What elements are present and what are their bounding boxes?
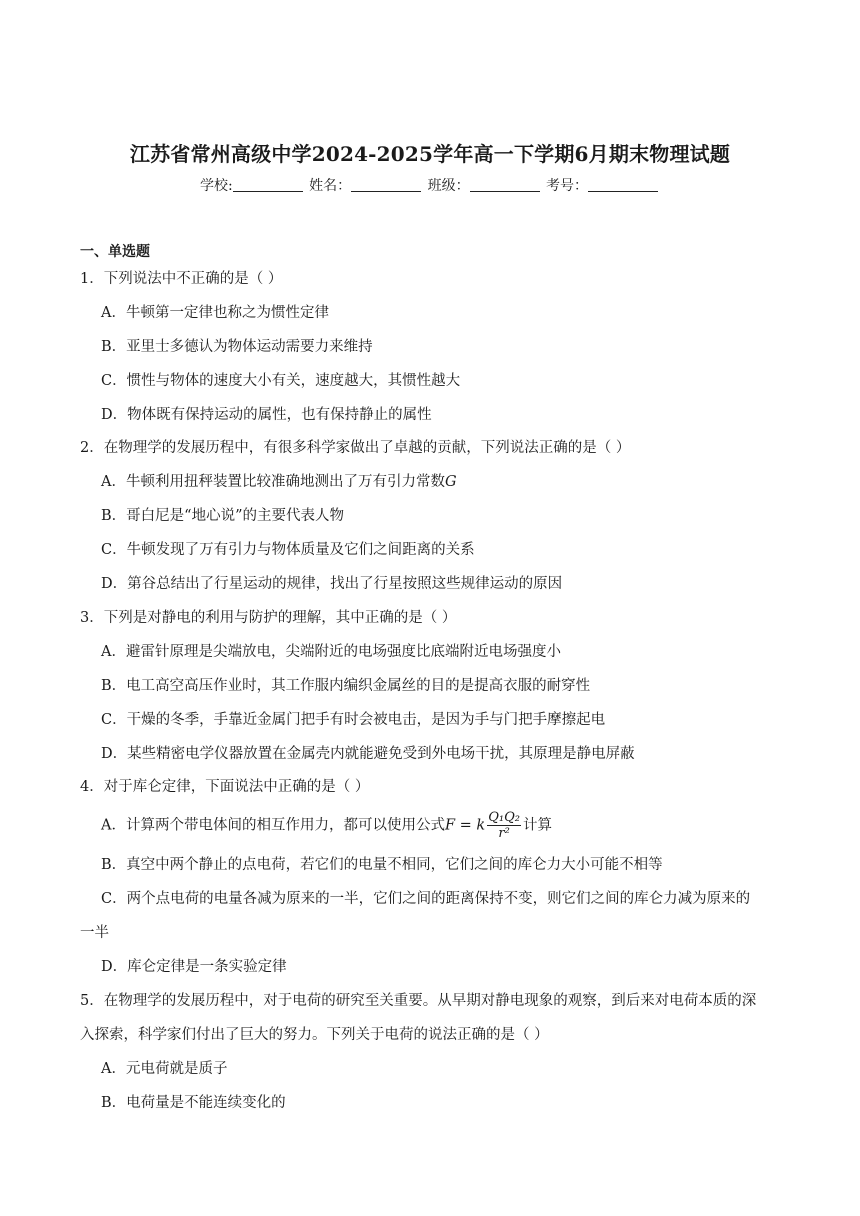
question-5-option-b: B．电荷量是不能连续变化的 [101, 1095, 286, 1111]
question-4-option-d: D．库仑定律是一条实验定律 [101, 959, 287, 975]
question-2-option-a [101, 472, 457, 492]
question-4-option-c: C．两个点电荷的电量各减为原来的一半，它们之间的距离保持不变，则它们之间的库仑力减为原来的 [101, 891, 751, 907]
question-4-option-b: B．真空中两个静止的点电荷，若它们的电量不相同，它们之间的库仑力大小可能不相等 [101, 857, 663, 873]
question-1-option-d: D．物体既有保持运动的属性，也有保持静止的属性 [101, 407, 432, 423]
name-label: 姓名： [309, 178, 352, 194]
question-1-option-a: A．牛顿第一定律也称之为惯性定律 [101, 305, 329, 321]
class-blank [470, 177, 540, 192]
question-5-stem-line1: 5．在物理学的发展历程中，对于电荷的研究至关重要。从早期对静电现象的观察，到后来对电荷本质的深 [80, 993, 757, 1009]
question-4-stem: 4．对于库仑定律，下面说法中正确的是（ ） [80, 779, 370, 795]
question-4-option-a-suffix: 计算 [522, 817, 552, 834]
question-2-option-d: D．第谷总结出了行星运动的规律，找出了行星按照这些规律运动的原因 [101, 576, 563, 592]
school-label: 学校: [199, 178, 233, 194]
formula-denominator: r² [498, 826, 510, 841]
question-3-stem: 3．下列是对静电的利用与防护的理解，其中正确的是（ ） [80, 610, 457, 626]
number-label: 考号： [546, 178, 589, 194]
school-blank [233, 177, 303, 192]
question-4-option-a [101, 810, 552, 841]
student-info-row [0, 175, 860, 195]
class-label: 班级： [427, 178, 470, 194]
question-3-option-c: C．干燥的冬季，手靠近金属门把手有时会被电击，是因为手与门把手摩擦起电 [101, 712, 606, 728]
question-2-option-c: C．牛顿发现了万有引力与物体质量及它们之间距离的关系 [101, 542, 475, 558]
section-title: 一、单选题 [80, 244, 150, 260]
question-3-option-b: B．电工高空高压作业时，其工作服内编织金属丝的目的是提高衣服的耐穿性 [101, 678, 591, 694]
coulomb-formula-lhs: F = k [444, 817, 486, 834]
gravitational-constant-symbol: G [444, 474, 457, 490]
question-2-option-a-text: A．牛顿利用扭秤装置比较准确地测出了万有引力常数 [101, 474, 445, 490]
exam-title: 江苏省常州高级中学2024-2025学年高一下学期6月期末物理试题 [129, 142, 731, 166]
question-5-option-a: A．元电荷就是质子 [101, 1061, 228, 1077]
number-blank [588, 177, 658, 192]
name-blank [351, 177, 421, 192]
coulomb-formula-fraction [487, 810, 521, 841]
question-5-stem-line2: 入探索，科学家们付出了巨大的努力。下列关于电荷的说法正确的是（ ） [80, 1027, 549, 1043]
question-1-option-b: B．亚里士多德认为物体运动需要力来维持 [101, 339, 373, 355]
question-1-option-c: C．惯性与物体的速度大小有关，速度越大，其惯性越大 [101, 373, 461, 389]
question-2-stem: 2．在物理学的发展历程中，有很多科学家做出了卓越的贡献，下列说法正确的是（ ） [80, 440, 631, 456]
question-3-option-a: A．避雷针原理是尖端放电，尖端附近的电场强度比底端附近电场强度小 [101, 644, 561, 660]
question-4-option-a-text: A．计算两个带电体间的相互作用力，都可以使用公式 [101, 817, 445, 834]
question-3-option-d: D．某些精密电学仪器放置在金属壳内就能避免受到外电场干扰，其原理是静电屏蔽 [101, 746, 635, 762]
question-1-stem: 1．下列说法中不正确的是（ ） [80, 271, 283, 287]
formula-numerator: Q₁Q₂ [488, 810, 520, 825]
question-2-option-b: B．哥白尼是“地心说”的主要代表人物 [101, 508, 344, 524]
question-4-option-c-continued: 一半 [80, 925, 109, 941]
